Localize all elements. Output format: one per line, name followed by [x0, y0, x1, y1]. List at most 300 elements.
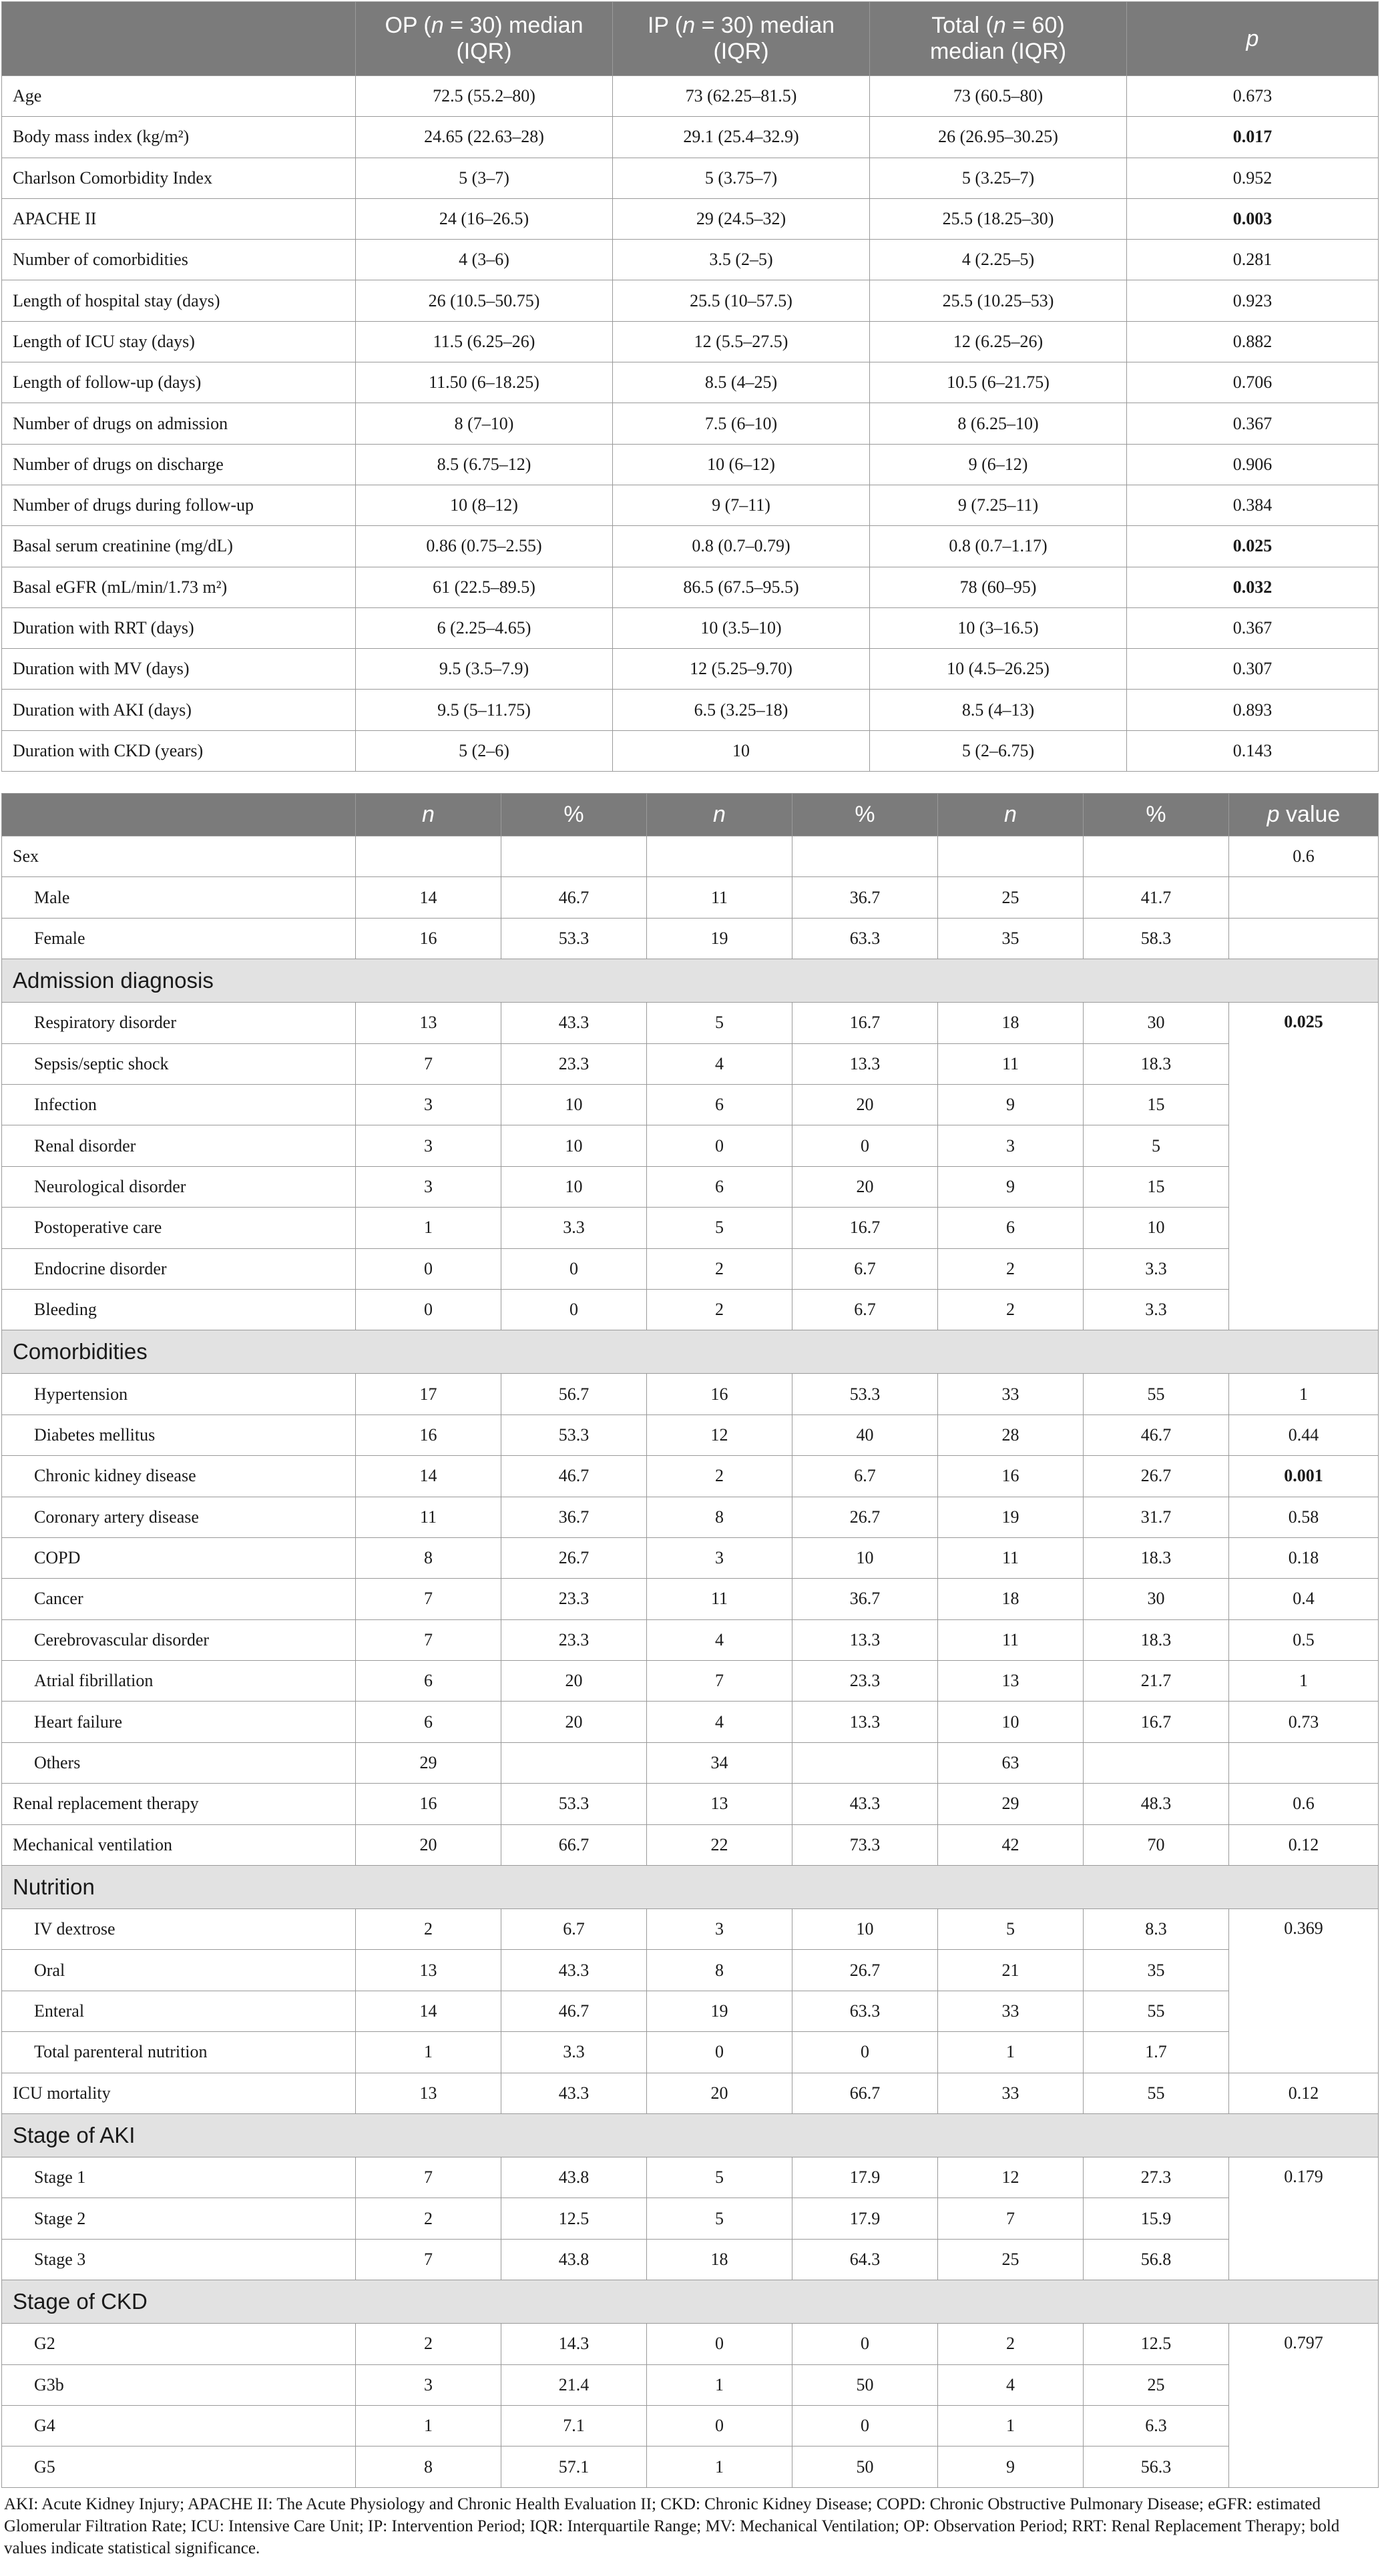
- ip-n: 5: [647, 1003, 792, 1043]
- op-pct: 46.7: [501, 877, 647, 918]
- ip-value: 73 (62.25–81.5): [613, 76, 870, 117]
- total-n: 21: [938, 1950, 1084, 1991]
- op-pct: 3.3: [501, 1208, 647, 1248]
- total-pct: 5: [1084, 1125, 1229, 1166]
- row-label: Basal serum creatinine (mg/dL): [2, 526, 356, 567]
- ip-n: 13: [647, 1784, 792, 1824]
- table-row: [2, 444, 1379, 485]
- total-value: 9 (7.25–11): [870, 485, 1127, 525]
- total-pct: 35: [1084, 1950, 1229, 1991]
- table-row: [2, 117, 1379, 158]
- p-value: 0.952: [1127, 158, 1379, 198]
- total-pct: 31.7: [1084, 1497, 1229, 1537]
- op-n: 1: [356, 1208, 501, 1248]
- p-value: 0.281: [1127, 240, 1379, 280]
- total-pct: 6.3: [1084, 2405, 1229, 2446]
- row-label: Total parenteral nutrition: [2, 2032, 356, 2073]
- total-n: 1: [938, 2405, 1084, 2446]
- ip-n: 8: [647, 1950, 792, 1991]
- total-n: 6: [938, 1208, 1084, 1248]
- ip-pct: 0: [792, 2032, 938, 2073]
- table-row: [2, 690, 1379, 730]
- total-value: 25.5 (10.25–53): [870, 280, 1127, 321]
- total-pct: 27.3: [1084, 2157, 1229, 2198]
- p-value: 0.017: [1127, 117, 1379, 158]
- op-n: 7: [356, 2239, 501, 2280]
- op-value: 24.65 (22.63–28): [356, 117, 613, 158]
- op-pct: 53.3: [501, 1784, 647, 1824]
- table-row: [2, 1456, 1379, 1497]
- p-value: 0.6: [1229, 1784, 1379, 1824]
- ip-pct: 40: [792, 1414, 938, 1455]
- ip-pct: 13.3: [792, 1619, 938, 1660]
- ip-pct: 20: [792, 1166, 938, 1207]
- table-row: [2, 1043, 1379, 1084]
- row-label: Respiratory disorder: [2, 1003, 356, 1043]
- ip-value: 10 (3.5–10): [613, 607, 870, 648]
- row-label: G3b: [2, 2364, 356, 2405]
- total-value: 25.5 (18.25–30): [870, 198, 1127, 239]
- ip-n: 8: [647, 1497, 792, 1537]
- row-label: ICU mortality: [2, 2073, 356, 2113]
- row-label: Number of drugs on admission: [2, 403, 356, 444]
- op-pct: 46.7: [501, 1456, 647, 1497]
- ip-n: 34: [647, 1742, 792, 1783]
- total-pct: 26.7: [1084, 1456, 1229, 1497]
- total-pct: 18.3: [1084, 1537, 1229, 1578]
- p-value: [1229, 877, 1379, 918]
- total-value: 78 (60–95): [870, 567, 1127, 607]
- op-n: 14: [356, 1456, 501, 1497]
- section-header: [2, 2113, 1379, 2157]
- row-label: Hypertension: [2, 1374, 356, 1414]
- p-value: 0.58: [1229, 1497, 1379, 1537]
- total-n: 11: [938, 1537, 1084, 1578]
- ip-n: 12: [647, 1414, 792, 1455]
- total-n: 28: [938, 1414, 1084, 1455]
- ip-value: 7.5 (6–10): [613, 403, 870, 444]
- total-n: 63: [938, 1742, 1084, 1783]
- ip-n: 0: [647, 2032, 792, 2073]
- ip-pct: 73.3: [792, 1824, 938, 1865]
- op-pct: 10: [501, 1166, 647, 1207]
- total-n: 7: [938, 2198, 1084, 2239]
- ip-value: 9 (7–11): [613, 485, 870, 525]
- table-row: [2, 649, 1379, 690]
- table-row: [2, 1991, 1379, 2031]
- p-value: 0.4: [1229, 1579, 1379, 1619]
- ip-n: 0: [647, 1125, 792, 1166]
- row-label: Stage 1: [2, 2157, 356, 2198]
- total-value: 5 (3.25–7): [870, 158, 1127, 198]
- ip-pct: 43.3: [792, 1784, 938, 1824]
- row-label: Duration with AKI (days): [2, 690, 356, 730]
- table-row: [2, 1824, 1379, 1865]
- table-row: [2, 730, 1379, 771]
- page: [1, 1, 1378, 2559]
- row-label: Number of drugs on discharge: [2, 444, 356, 485]
- total-n: 11: [938, 1043, 1084, 1084]
- total-pct: 55: [1084, 1991, 1229, 2031]
- table-row: [2, 1289, 1379, 1330]
- ip-pct: 6.7: [792, 1248, 938, 1289]
- total-n: [938, 836, 1084, 877]
- ip-pct: 20: [792, 1085, 938, 1125]
- total-n: 33: [938, 1374, 1084, 1414]
- ip-value: 3.5 (2–5): [613, 240, 870, 280]
- total-n: 2: [938, 2324, 1084, 2364]
- total-n: 42: [938, 1824, 1084, 1865]
- op-n: 11: [356, 1497, 501, 1537]
- ip-value: 10: [613, 730, 870, 771]
- op-pct: 57.1: [501, 2446, 647, 2487]
- total-pct: 10: [1084, 1208, 1229, 1248]
- header-p: p: [1127, 2, 1379, 76]
- section-header: [2, 1866, 1379, 1909]
- ip-pct: 64.3: [792, 2239, 938, 2280]
- header-total-pct: %: [1084, 794, 1229, 836]
- row-label: Others: [2, 1742, 356, 1783]
- p-value: 0.369: [1229, 1909, 1379, 2073]
- ip-pct: 50: [792, 2364, 938, 2405]
- ip-value: 12 (5.5–27.5): [613, 321, 870, 362]
- op-pct: 53.3: [501, 918, 647, 959]
- section-title: Stage of AKI: [2, 2113, 1379, 2157]
- op-pct: 21.4: [501, 2364, 647, 2405]
- p-value: 0.025: [1229, 1003, 1379, 1330]
- table-row: [2, 1784, 1379, 1824]
- total-pct: 3.3: [1084, 1248, 1229, 1289]
- ip-n: 3: [647, 1909, 792, 1950]
- op-value: 11.5 (6.25–26): [356, 321, 613, 362]
- row-label: Oral: [2, 1950, 356, 1991]
- p-value: 0.923: [1127, 280, 1379, 321]
- op-n: 2: [356, 2198, 501, 2239]
- op-n: 3: [356, 1085, 501, 1125]
- row-label: Renal replacement therapy: [2, 1784, 356, 1824]
- op-pct: 12.5: [501, 2198, 647, 2239]
- row-label: Charlson Comorbidity Index: [2, 158, 356, 198]
- row-label: G4: [2, 2405, 356, 2446]
- ip-n: 18: [647, 2239, 792, 2280]
- row-label: Length of ICU stay (days): [2, 321, 356, 362]
- ip-pct: 26.7: [792, 1497, 938, 1537]
- row-label: Duration with MV (days): [2, 649, 356, 690]
- total-value: 12 (6.25–26): [870, 321, 1127, 362]
- table-row: [2, 362, 1379, 403]
- total-value: 8 (6.25–10): [870, 403, 1127, 444]
- p-value: 0.367: [1127, 607, 1379, 648]
- section-title: Stage of CKD: [2, 2280, 1379, 2324]
- ip-n: 2: [647, 1248, 792, 1289]
- row-label: COPD: [2, 1537, 356, 1578]
- ip-n: 11: [647, 877, 792, 918]
- op-value: 0.86 (0.75–2.55): [356, 526, 613, 567]
- header-total: Total (n = 60) median (IQR): [870, 2, 1127, 76]
- table-row: [2, 567, 1379, 607]
- table-row: [2, 1003, 1379, 1043]
- ip-pct: 0: [792, 2324, 938, 2364]
- total-pct: [1084, 836, 1229, 877]
- p-value: 0.797: [1229, 2324, 1379, 2488]
- header-blank: [2, 794, 356, 836]
- table-row: [2, 1537, 1379, 1578]
- total-pct: 30: [1084, 1579, 1229, 1619]
- op-n: 13: [356, 1003, 501, 1043]
- op-n: 16: [356, 918, 501, 959]
- total-pct: 21.7: [1084, 1661, 1229, 1702]
- ip-pct: [792, 836, 938, 877]
- table-row: [2, 1742, 1379, 1783]
- total-pct: 70: [1084, 1824, 1229, 1865]
- ip-n: 19: [647, 918, 792, 959]
- header-op-n: n: [356, 794, 501, 836]
- ip-n: 22: [647, 1824, 792, 1865]
- table-row: [2, 1909, 1379, 1950]
- row-label: Diabetes mellitus: [2, 1414, 356, 1455]
- ip-pct: [792, 1742, 938, 1783]
- total-value: 26 (26.95–30.25): [870, 117, 1127, 158]
- ip-n: 6: [647, 1166, 792, 1207]
- op-n: 7: [356, 1619, 501, 1660]
- ip-pct: 6.7: [792, 1289, 938, 1330]
- p-value: 0.12: [1229, 2073, 1379, 2113]
- op-pct: 7.1: [501, 2405, 647, 2446]
- ip-value: 29.1 (25.4–32.9): [613, 117, 870, 158]
- ip-pct: 17.9: [792, 2198, 938, 2239]
- median-table-body: [2, 76, 1379, 772]
- table-row: [2, 1702, 1379, 1742]
- total-pct: 18.3: [1084, 1619, 1229, 1660]
- p-value: 0.003: [1127, 198, 1379, 239]
- op-value: 8.5 (6.75–12): [356, 444, 613, 485]
- ip-n: 0: [647, 2324, 792, 2364]
- ip-value: 8.5 (4–25): [613, 362, 870, 403]
- op-n: 7: [356, 2157, 501, 2198]
- p-value: 1: [1229, 1661, 1379, 1702]
- row-label: Cancer: [2, 1579, 356, 1619]
- row-label: Atrial fibrillation: [2, 1661, 356, 1702]
- op-n: 29: [356, 1742, 501, 1783]
- total-n: 25: [938, 2239, 1084, 2280]
- ip-n: 2: [647, 1289, 792, 1330]
- p-value: 0.882: [1127, 321, 1379, 362]
- section-header: [2, 2280, 1379, 2324]
- row-label: Chronic kidney disease: [2, 1456, 356, 1497]
- p-value: 1: [1229, 1374, 1379, 1414]
- op-n: 3: [356, 2364, 501, 2405]
- op-n: 7: [356, 1579, 501, 1619]
- total-value: 8.5 (4–13): [870, 690, 1127, 730]
- op-n: 13: [356, 2073, 501, 2113]
- op-pct: 3.3: [501, 2032, 647, 2073]
- ip-n: 2: [647, 1456, 792, 1497]
- p-value: 0.384: [1127, 485, 1379, 525]
- ip-value: 5 (3.75–7): [613, 158, 870, 198]
- row-label: Length of follow-up (days): [2, 362, 356, 403]
- row-label: G2: [2, 2324, 356, 2364]
- total-pct: 48.3: [1084, 1784, 1229, 1824]
- p-value: 0.44: [1229, 1414, 1379, 1455]
- ip-n: 20: [647, 2073, 792, 2113]
- op-n: 14: [356, 877, 501, 918]
- ip-n: 19: [647, 1991, 792, 2031]
- op-pct: 43.8: [501, 2239, 647, 2280]
- total-n: 9: [938, 1085, 1084, 1125]
- op-pct: 14.3: [501, 2324, 647, 2364]
- table-row: [2, 2239, 1379, 2280]
- table-row: [2, 1208, 1379, 1248]
- row-label: IV dextrose: [2, 1909, 356, 1950]
- total-pct: 15.9: [1084, 2198, 1229, 2239]
- p-value: 0.673: [1127, 76, 1379, 117]
- op-pct: 23.3: [501, 1043, 647, 1084]
- op-n: 14: [356, 1991, 501, 2031]
- total-pct: 41.7: [1084, 877, 1229, 918]
- op-pct: [501, 1742, 647, 1783]
- op-value: 9.5 (3.5–7.9): [356, 649, 613, 690]
- row-label: Heart failure: [2, 1702, 356, 1742]
- table-row: [2, 2324, 1379, 2364]
- op-n: 20: [356, 1824, 501, 1865]
- row-label: Infection: [2, 1085, 356, 1125]
- table-row: [2, 526, 1379, 567]
- ip-pct: 17.9: [792, 2157, 938, 2198]
- op-pct: 26.7: [501, 1537, 647, 1578]
- op-n: [356, 836, 501, 877]
- ip-pct: 63.3: [792, 1991, 938, 2031]
- table-row: [2, 158, 1379, 198]
- p-value: 0.179: [1229, 2157, 1379, 2280]
- total-n: 18: [938, 1579, 1084, 1619]
- row-label: Endocrine disorder: [2, 1248, 356, 1289]
- total-pct: 58.3: [1084, 918, 1229, 959]
- total-pct: [1084, 1742, 1229, 1783]
- row-label: Female: [2, 918, 356, 959]
- op-n: 3: [356, 1166, 501, 1207]
- ip-pct: 23.3: [792, 1661, 938, 1702]
- op-pct: 0: [501, 1248, 647, 1289]
- total-value: 4 (2.25–5): [870, 240, 1127, 280]
- total-n: 3: [938, 1125, 1084, 1166]
- p-value: 0.367: [1127, 403, 1379, 444]
- table-row: [2, 1661, 1379, 1702]
- op-pct: 56.7: [501, 1374, 647, 1414]
- ip-pct: 10: [792, 1537, 938, 1578]
- ip-pct: 26.7: [792, 1950, 938, 1991]
- total-n: 25: [938, 877, 1084, 918]
- op-pct: 10: [501, 1085, 647, 1125]
- table-row: [2, 1125, 1379, 1166]
- p-value: 0.6: [1229, 836, 1379, 877]
- p-value: 0.12: [1229, 1824, 1379, 1865]
- table-row: [2, 1374, 1379, 1414]
- p-value: 0.025: [1127, 526, 1379, 567]
- p-value: 0.706: [1127, 362, 1379, 403]
- op-value: 8 (7–10): [356, 403, 613, 444]
- op-pct: [501, 836, 647, 877]
- table-row: [2, 2405, 1379, 2446]
- ip-pct: 0: [792, 1125, 938, 1166]
- section-title: Comorbidities: [2, 1330, 1379, 1374]
- ip-value: 0.8 (0.7–0.79): [613, 526, 870, 567]
- table-row: [2, 2032, 1379, 2073]
- ip-n: 5: [647, 2198, 792, 2239]
- op-value: 6 (2.25–4.65): [356, 607, 613, 648]
- row-label: Age: [2, 76, 356, 117]
- p-value: 0.307: [1127, 649, 1379, 690]
- total-n: 5: [938, 1909, 1084, 1950]
- op-pct: 43.3: [501, 1950, 647, 1991]
- total-pct: 46.7: [1084, 1414, 1229, 1455]
- row-label: Enteral: [2, 1991, 356, 2031]
- op-pct: 20: [501, 1661, 647, 1702]
- op-n: 2: [356, 1909, 501, 1950]
- ip-value: 25.5 (10–57.5): [613, 280, 870, 321]
- op-n: 8: [356, 2446, 501, 2487]
- table-row: [2, 76, 1379, 117]
- table-row: [2, 280, 1379, 321]
- ip-pct: 13.3: [792, 1702, 938, 1742]
- total-n: 12: [938, 2157, 1084, 2198]
- row-label: Bleeding: [2, 1289, 356, 1330]
- ip-n: 5: [647, 1208, 792, 1248]
- op-pct: 66.7: [501, 1824, 647, 1865]
- op-pct: 23.3: [501, 1619, 647, 1660]
- total-pct: 55: [1084, 2073, 1229, 2113]
- total-pct: 55: [1084, 1374, 1229, 1414]
- header-ip-pct: %: [792, 794, 938, 836]
- op-value: 10 (8–12): [356, 485, 613, 525]
- op-pct: 43.3: [501, 1003, 647, 1043]
- op-pct: 6.7: [501, 1909, 647, 1950]
- footnote: AKI: Acute Kidney Injury; APACHE II: The Acute Physiology and Chronic Health Evaluation II; CKD: Chronic Kidney Disease; COPD: Chronic Obstructive Pulmonary Disease; eGFR: estimated Glomerular Filtration Rate; ICU: Intensive Care Unit; IP: Intervention Period; IQR: Interquartile Range; MV: Mechanical Ventilation; OP: Observation Period; RRT: Renal Replacement Therapy; bold values indicate statistical significance.: [4, 2495, 1340, 2557]
- op-pct: 10: [501, 1125, 647, 1166]
- total-n: 4: [938, 2364, 1084, 2405]
- header-ip-n: n: [647, 794, 792, 836]
- op-value: 5 (3–7): [356, 158, 613, 198]
- median-table-header: [2, 2, 1379, 76]
- ip-value: 29 (24.5–32): [613, 198, 870, 239]
- total-n: 29: [938, 1784, 1084, 1824]
- total-pct: 1.7: [1084, 2032, 1229, 2073]
- p-value: [1229, 918, 1379, 959]
- op-value: 61 (22.5–89.5): [356, 567, 613, 607]
- op-value: 4 (3–6): [356, 240, 613, 280]
- row-label: Postoperative care: [2, 1208, 356, 1248]
- ip-pct: 50: [792, 2446, 938, 2487]
- row-label: Number of comorbidities: [2, 240, 356, 280]
- ip-n: 6: [647, 1085, 792, 1125]
- op-pct: 20: [501, 1702, 647, 1742]
- op-value: 9.5 (5–11.75): [356, 690, 613, 730]
- row-label: G5: [2, 2446, 356, 2487]
- ip-value: 12 (5.25–9.70): [613, 649, 870, 690]
- ip-n: 0: [647, 2405, 792, 2446]
- row-label: Body mass index (kg/m²): [2, 117, 356, 158]
- op-pct: 43.3: [501, 2073, 647, 2113]
- table-row: [2, 1497, 1379, 1537]
- total-pct: 56.3: [1084, 2446, 1229, 2487]
- ip-pct: 36.7: [792, 1579, 938, 1619]
- total-value: 9 (6–12): [870, 444, 1127, 485]
- table-row: [2, 1248, 1379, 1289]
- table-row: [2, 198, 1379, 239]
- p-value: 0.18: [1229, 1537, 1379, 1578]
- total-pct: 15: [1084, 1166, 1229, 1207]
- op-value: 5 (2–6): [356, 730, 613, 771]
- op-n: 0: [356, 1289, 501, 1330]
